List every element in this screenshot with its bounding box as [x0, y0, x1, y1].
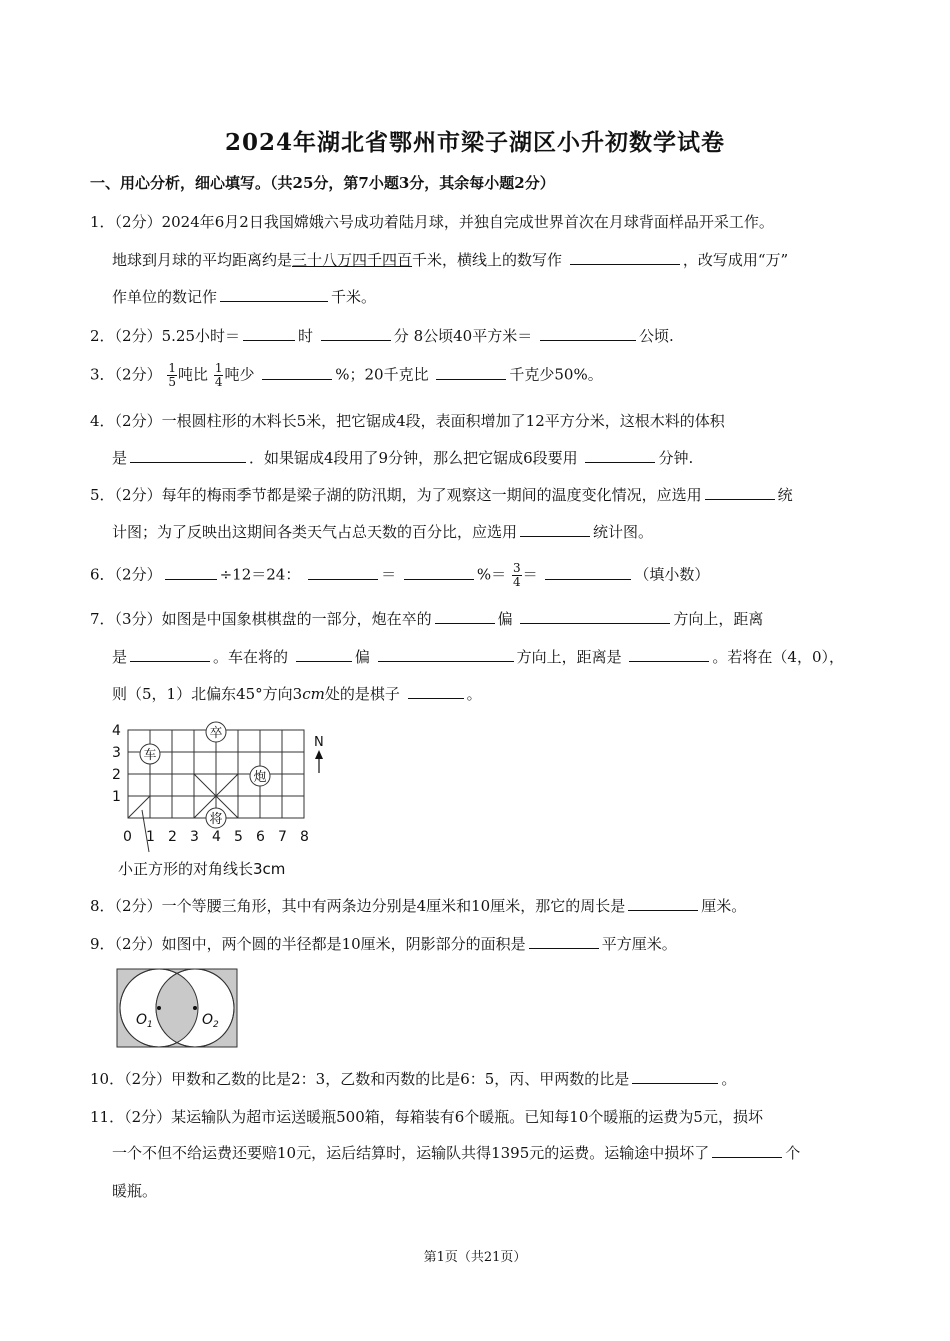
answer-blank[interactable]: [408, 684, 464, 699]
center-label-o1: $O_1$: [136, 1012, 153, 1030]
q4-line2: 是 ．如果锯成4段用了9分钟，那么把它锯成6段要用 分钟.: [112, 449, 694, 467]
answer-blank[interactable]: [545, 565, 631, 580]
circles-figure: [116, 968, 240, 1050]
x-tick: 4: [212, 829, 221, 845]
answer-blank[interactable]: [520, 522, 590, 537]
answer-blank[interactable]: [705, 485, 775, 500]
q11-line3: 暖瓶。: [112, 1182, 158, 1200]
q7-line1: 7．（3分）如图是中国象棋棋盘的一部分，炮在卒的 偏 方向上，距离: [90, 610, 764, 628]
q10-line: 10．（2分）甲数和乙数的比是2：3，乙数和丙数的比是6：5，丙、甲两数的比是 。: [90, 1070, 737, 1088]
q11-line1: 11．（2分）某运输队为超市运送暖瓶500箱，每箱装有6个暖瓶。已知每10个暖瓶的运费为5元，损坏: [90, 1108, 763, 1126]
x-tick: 5: [234, 829, 243, 845]
chess-board-figure: [108, 718, 338, 883]
answer-blank[interactable]: [262, 365, 332, 380]
answer-blank[interactable]: [529, 934, 599, 949]
piece-pao-label: 炮: [253, 770, 267, 785]
piece-jiang-label: 将: [209, 812, 223, 827]
underlined-number: 三十八万四千四百: [292, 251, 413, 269]
answer-blank[interactable]: [585, 448, 655, 463]
board-caption: 小正方形的对角线长3cm: [118, 860, 286, 878]
q4-line1: 4．（2分）一根圆柱形的木料长5米，把它锯成4段，表面积增加了12平方分米，这根木料的体积: [90, 412, 725, 430]
y-tick: 2: [112, 767, 121, 783]
answer-blank[interactable]: [165, 565, 217, 580]
x-tick: 7: [278, 829, 287, 845]
piece-zu-label: 卒: [209, 726, 223, 741]
fraction: $\frac{3}{4}$: [512, 561, 521, 589]
x-tick: 0: [123, 829, 132, 845]
q5-line1: 5．（2分）每年的梅雨季节都是梁子湖的防汛期，为了观察这一期间的温度变化情况，应选用 统: [90, 486, 793, 504]
x-tick: 1: [146, 829, 155, 845]
y-tick: 1: [112, 789, 121, 805]
answer-blank[interactable]: [220, 287, 328, 302]
answer-blank[interactable]: [378, 647, 514, 662]
answer-blank[interactable]: [130, 647, 210, 662]
center-label-o2: $O_2$: [202, 1012, 219, 1030]
answer-blank[interactable]: [712, 1143, 782, 1158]
answer-blank[interactable]: [520, 609, 670, 624]
answer-blank[interactable]: [243, 326, 295, 341]
q9-line: 9．（2分）如图中，两个圆的半径都是10厘米，阴影部分的面积是 平方厘米。: [90, 935, 677, 953]
answer-blank[interactable]: [629, 647, 709, 662]
q8-line: 8．（2分）一个等腰三角形，其中有两条边分别是4厘米和10厘米，那它的周长是 厘米。: [90, 897, 747, 915]
page-footer: 第1页（共21页）: [423, 1250, 527, 1265]
answer-blank[interactable]: [570, 250, 680, 265]
section-heading: 一、用心分析，细心填写。（共25分，第7小题3分，其余每小题2分）: [90, 174, 555, 192]
answer-blank[interactable]: [308, 565, 378, 580]
q3-line: 3．（2分） $\frac{1}{5}$ 吨比 $\frac{1}{4}$ 吨少 %；20千克比 千克少50%。: [90, 361, 603, 389]
answer-blank[interactable]: [632, 1069, 718, 1084]
x-tick: 6: [256, 829, 265, 845]
piece-che-label: 车: [143, 748, 157, 763]
answer-blank[interactable]: [540, 326, 636, 341]
y-tick: 3: [112, 745, 121, 761]
answer-blank[interactable]: [321, 326, 391, 341]
x-tick: 3: [190, 829, 199, 845]
q7-line3: 则（5，1）北偏东45°方向3cm处的是棋子 。: [112, 685, 482, 703]
answer-blank[interactable]: [628, 896, 698, 911]
fraction: $\frac{1}{5}$: [168, 361, 177, 389]
y-tick: 4: [112, 723, 121, 739]
q11-line2: 一个不但不给运费还要赔10元，运后结算时，运输队共得1395元的运费。运输途中损坏了 个: [112, 1144, 801, 1162]
x-tick: 8: [300, 829, 309, 845]
answer-blank[interactable]: [130, 448, 246, 463]
q6-line: 6．（2分） ÷12＝24： ＝ %＝ $\frac{3}{4}$ ＝ （填小数）: [90, 561, 710, 589]
answer-blank[interactable]: [296, 647, 352, 662]
q1-line3: 作单位的数记作 千米。: [112, 288, 377, 306]
q1-line1: 1．（2分）2024年6月2日我国嫦娥六号成功着陆月球，并独自完成世界首次在月球背面样品开采工作。: [90, 213, 774, 231]
q1-line2: 地球到月球的平均距离约是三十八万四千四百千米，横线上的数写作 ，改写成用“万”: [112, 251, 789, 269]
north-arrow-icon: [315, 750, 323, 773]
q2-line: 2．（2分）5.25小时＝ 时 分 8公顷40平方米＝ 公顷.: [90, 327, 674, 345]
fraction: $\frac{1}{4}$: [214, 361, 223, 389]
answer-blank[interactable]: [435, 609, 495, 624]
q5-line2: 计图；为了反映出这期间各类天气占总天数的百分比，应选用 统计图。: [112, 523, 654, 541]
north-label: N: [314, 735, 324, 750]
page-title: 2024年湖北省鄂州市梁子湖区小升初数学试卷: [224, 129, 725, 156]
answer-blank[interactable]: [436, 365, 506, 380]
answer-blank[interactable]: [404, 565, 474, 580]
q7-line2: 是 。车在将的 偏 方向上，距离是 。若将在（4，0），: [112, 648, 844, 666]
x-tick: 2: [168, 829, 177, 845]
